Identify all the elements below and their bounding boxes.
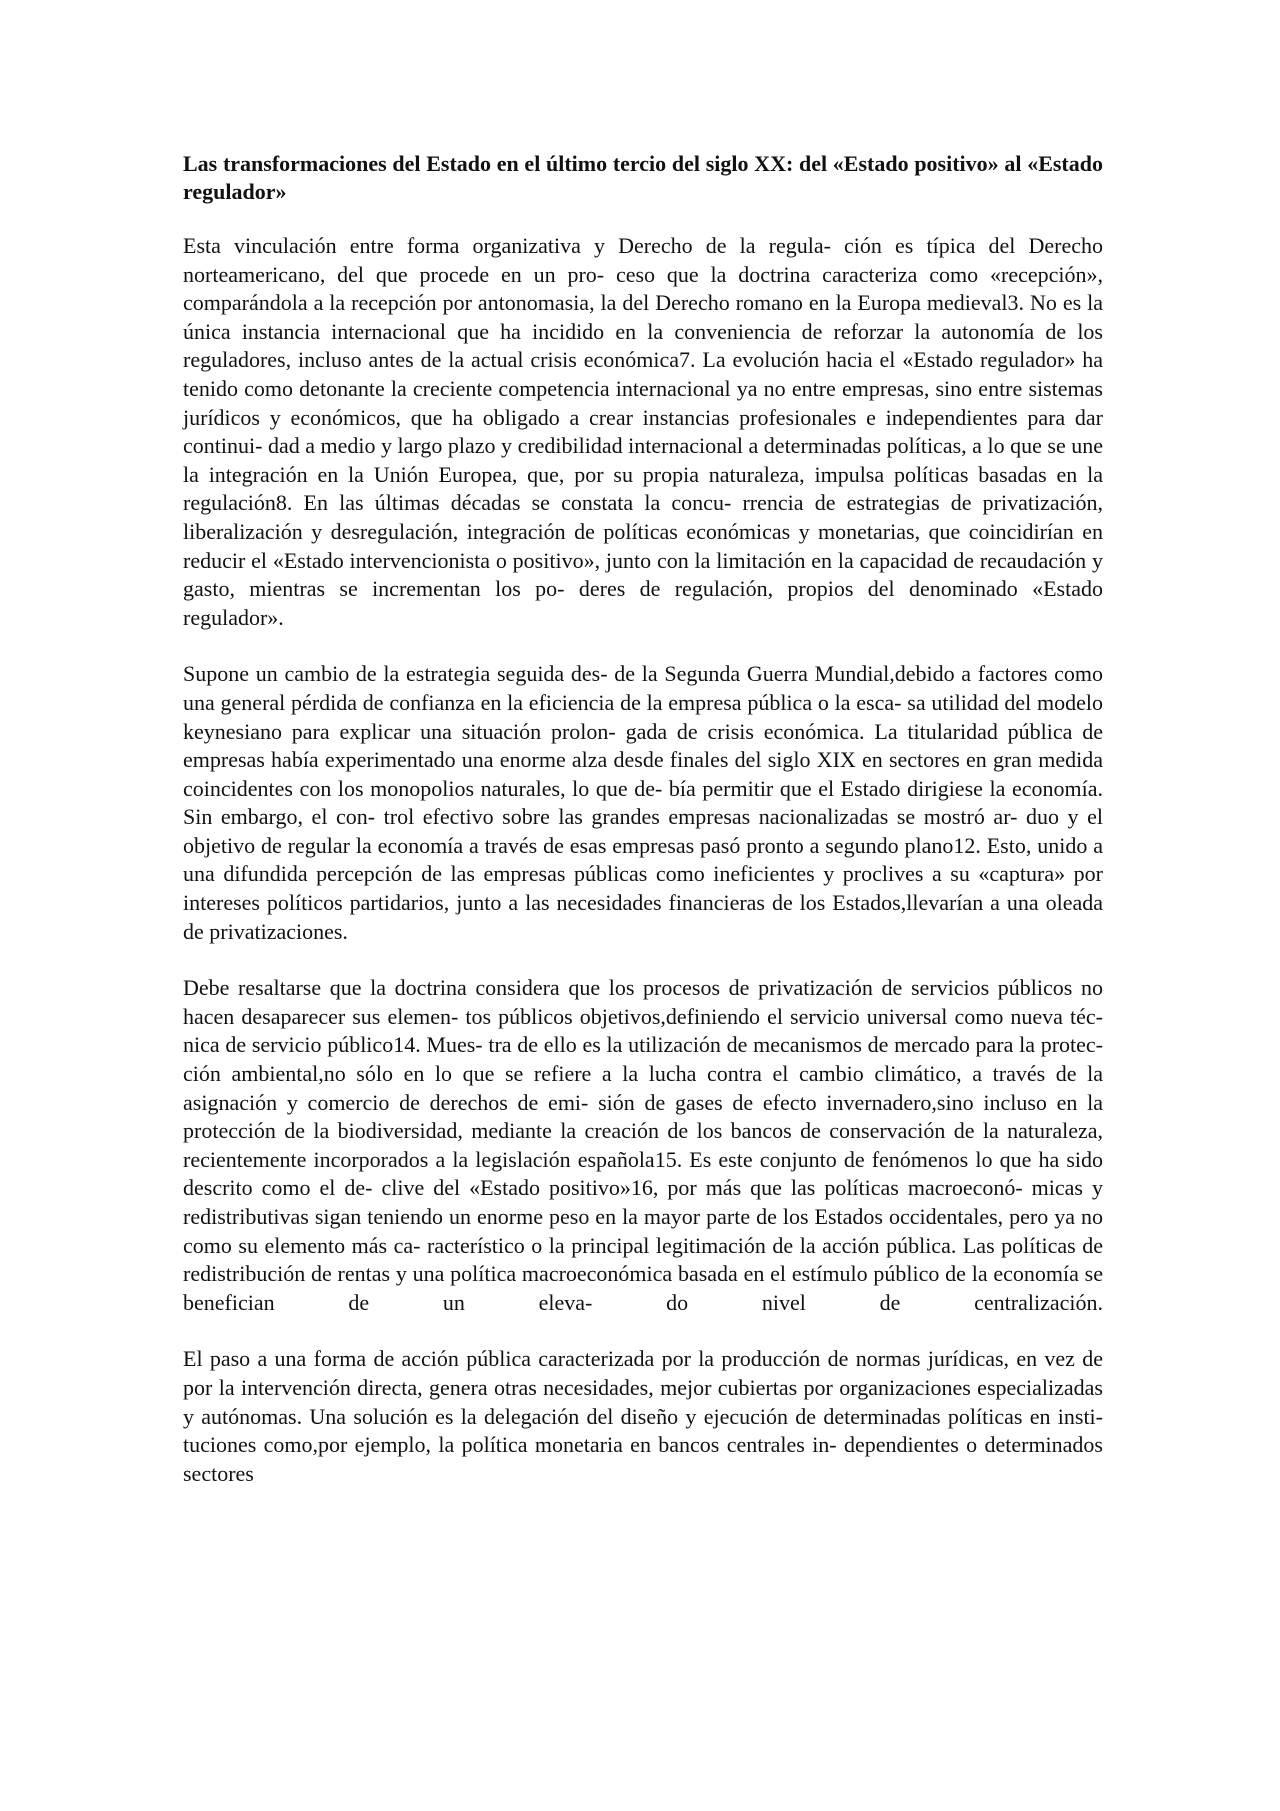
paragraph-3: Debe resaltarse que la doctrina considera que los procesos de privatización de servicios públicos no hacen desaparecer sus elemen- tos públicos objetivos,definiendo el servicio universal como nueva téc- nica de servicio público14. Mues- tra de ello es la utilización de mecanismos de mercado para la protec- ción ambiental,no sólo en lo que se refiere a la lucha contra el cambio climático, a través de la asignación y comercio de derechos de emi- sión de gases de efecto invernadero,sino incluso en la protección de la biodiversidad, mediante la creación de los bancos de conservación de la naturaleza, recientemente incorporados a la legislación española15. Es este conjunto de fenómenos lo que ha sido descrito como el de- clive del «Estado positivo»16, por más que las políticas macroeconó- micas y redistributivas sigan teniendo un enorme peso en la mayor parte de los Estados occidentales, pero ya no como su elemento más ca- racterístico o la principal legitimación de la acción pública. Las políticas de redistribución de rentas y una política macroeconómica basada en el estímulo público de la economía se benefician de un eleva- do nivel de centralización. bbox=[183, 975, 1103, 1315]
document-title: Las transformaciones del Estado en el último tercio del siglo XX: del «Estado positivo» al «Estado regulador» bbox=[183, 151, 1103, 204]
paragraph-2: Supone un cambio de la estrategia seguida des- de la Segunda Guerra Mundial,debido a factores como una general pérdida de confianza en la eficiencia de la empresa pública o la esca- sa utilidad del modelo keynesiano para explicar una situación prolon- gada de crisis económica. La titularidad pública de empresas había experimentado una enorme alza desde finales del siglo XIX en sectores en gran medida coincidentes con los monopolios naturales, lo que de- bía permitir que el Estado dirigiese la economía. Sin embargo, el con- trol efectivo sobre las grandes empresas nacionalizadas se mostró ar- duo y el objetivo de regular la economía a través de esas empresas pasó pronto a segundo plano12. Esto, unido a una difundida percepción de las empresas públicas como ineficientes y proclives a su «captura» por intereses políticos partidarios, junto a las necesidades financieras de los Estados,llevarían a una oleada de privatizaciones. bbox=[183, 661, 1103, 944]
document-page bbox=[183, 150, 1103, 1516]
paragraph-1: Esta vinculación entre forma organizativa y Derecho de la regula- ción es típica del Derecho norteamericano, del que procede en un pro- ceso que la doctrina caracteriza como «recepción», comparándola a la recepción por antonomasia, la del Derecho romano en la Europa medieval3. No es la única instancia internacional que ha incidido en la conveniencia de reforzar la autonomía de los reguladores, incluso antes de la actual crisis económica7. La evolución hacia el «Estado regulador» ha tenido como detonante la creciente competencia internacional ya no entre empresas, sino entre sistemas jurídicos y económicos, que ha obligado a crear instancias profesionales e independientes para dar continui- dad a medio y largo plazo y credibilidad internacional a determinadas políticas, a lo que se une la integración en la Unión Europea, que, por su propia naturaleza, impulsa políticas basadas en la regulación8. En las últimas décadas se constata la concu- rrencia de estrategias de privatización, liberalización y desregulación, integración de políticas económicas y monetarias, que coincidirían en reducir el «Estado intervencionista o positivo», junto con la limitación en la capacidad de recaudación y gasto, mientras se incrementan los po- deres de regulación, propios del denominado «Estado regulador». bbox=[183, 233, 1103, 630]
paragraph-4: El paso a una forma de acción pública caracterizada por la producción de normas jurídicas, en vez de por la intervención directa, genera otras necesidades, mejor cubiertas por organizaciones especializadas y autónomas. Una solución es la delegación del diseño y ejecución de determinadas políticas en insti- tuciones como,por ejemplo, la política monetaria en bancos centrales in- dependientes o determinados sectores bbox=[183, 1346, 1103, 1486]
